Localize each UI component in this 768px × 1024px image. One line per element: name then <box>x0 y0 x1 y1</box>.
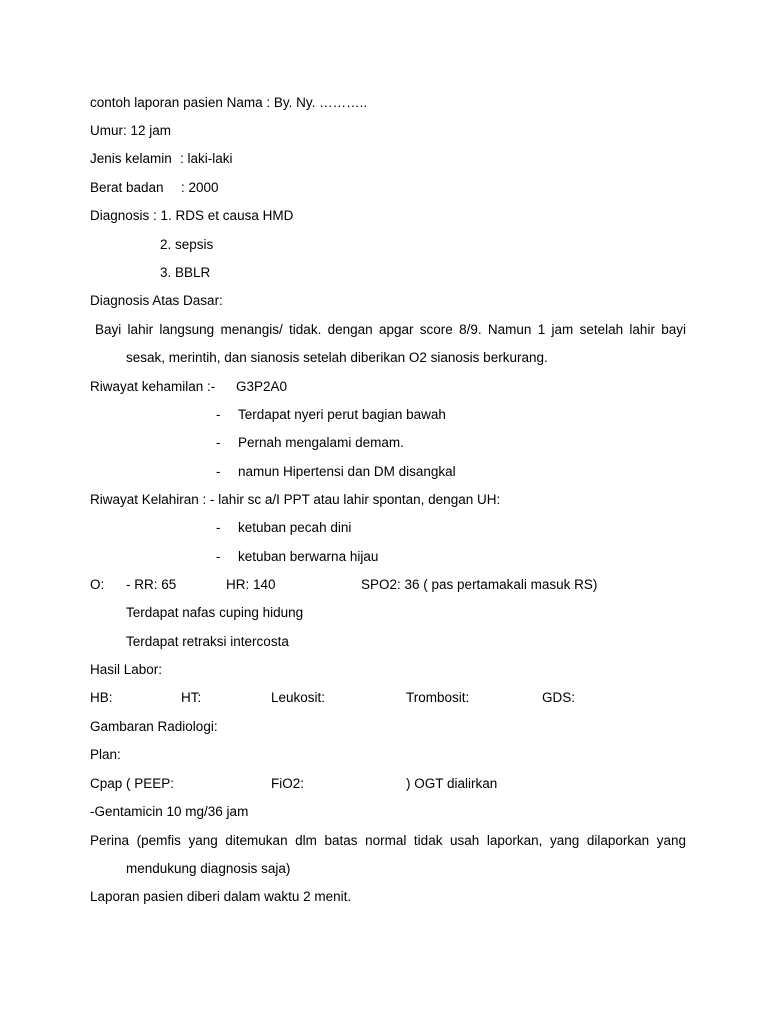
spo2-value: SPO2: 36 ( pas pertamakali masuk RS) <box>361 577 598 592</box>
bullet: - <box>216 464 221 479</box>
riwayat-kelahiran: Riwayat Kelahiran : - lahir sc a/I PPT atau lahir spontan, dengan UH: <box>90 492 501 507</box>
radiologi-heading: Gambaran Radiologi: <box>90 719 218 734</box>
diagnosis-2: 2. sepsis <box>160 237 214 252</box>
gentamicin-line: -Gentamicin 10 mg/36 jam <box>90 804 249 819</box>
cpap-line: Cpap ( PEEP: <box>90 776 175 791</box>
nafas-line: Terdapat nafas cuping hidung <box>126 605 304 620</box>
diagnosis-dasar-text-1: Bayi lahir langsung menangis/ tidak. dengan apgar score 8/9. Namun 1 jam setelah lahir bayi <box>95 322 686 337</box>
perina-line-1: Perina (pemfis yang ditemukan dlm batas normal tidak usah laporkan, yang dilaporkan yang <box>90 833 686 848</box>
umur-line: Umur: 12 jam <box>90 123 172 138</box>
riwayat-kehamilan-label: Riwayat kehamilan :- <box>90 379 216 394</box>
diagnosis-3: 3. BBLR <box>160 265 211 280</box>
fio2-line: FiO2: <box>271 776 305 791</box>
rr-value: - RR: 65 <box>126 577 177 592</box>
diagnosis-dasar-text-2: sesak, merintih, dan sianosis setelah diberikan O2 sianosis berkurang. <box>126 350 548 365</box>
bullet: - <box>216 435 221 450</box>
lab-trombosit: Trombosit: <box>406 690 470 705</box>
lab-hb: HB: <box>90 690 113 705</box>
perina-line-2: mendukung diagnosis saja) <box>126 861 291 876</box>
plan-heading: Plan: <box>90 747 121 762</box>
diagnosis-1: Diagnosis : 1. RDS et causa HMD <box>90 208 294 223</box>
jenis-kelamin-label: Jenis kelamin <box>90 151 172 166</box>
berat-badan-value: : 2000 <box>181 180 219 195</box>
diagnosis-dasar-heading: Diagnosis Atas Dasar: <box>90 293 223 308</box>
list-item: ketuban berwarna hijau <box>238 549 379 564</box>
lab-gds: GDS: <box>542 690 576 705</box>
list-item: Pernah mengalami demam. <box>238 435 404 450</box>
riwayat-kehamilan-value: G3P2A0 <box>236 379 288 394</box>
list-item: namun Hipertensi dan DM disangkal <box>238 464 456 479</box>
bullet: - <box>216 407 221 422</box>
berat-badan-label: Berat badan <box>90 180 164 195</box>
objective-label: O: <box>90 577 105 592</box>
closing-line: Laporan pasien diberi dalam waktu 2 menit. <box>90 889 352 904</box>
lab-ht: HT: <box>181 690 202 705</box>
list-item: Terdapat nyeri perut bagian bawah <box>238 407 446 422</box>
hr-value: HR: 140 <box>226 577 276 592</box>
hasil-labor-heading: Hasil Labor: <box>90 662 163 677</box>
retraksi-line: Terdapat retraksi intercosta <box>126 634 289 649</box>
report-title: contoh laporan pasien Nama : By. Ny. ……….. <box>90 95 368 110</box>
list-item: ketuban pecah dini <box>238 520 352 535</box>
bullet: - <box>216 549 221 564</box>
jenis-kelamin-value: : laki-laki <box>180 151 233 166</box>
lab-leukosit: Leukosit: <box>271 690 326 705</box>
bullet: - <box>216 520 221 535</box>
ogt-line: ) OGT dialirkan <box>406 776 498 791</box>
